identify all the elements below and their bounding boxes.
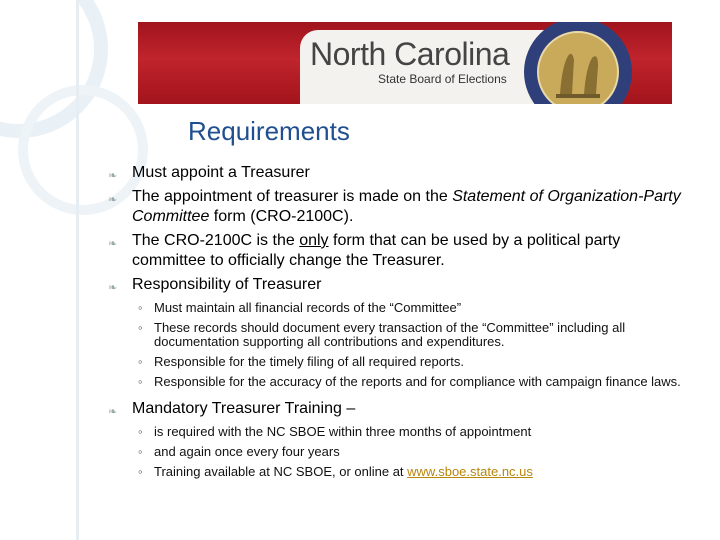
sboe-website-link[interactable]: www.sboe.state.nc.us bbox=[407, 464, 533, 479]
sub-item-text: Responsible for the accuracy of the reports and for compliance with campaign finance laws. bbox=[154, 374, 681, 389]
bullet-icon: ❧ bbox=[108, 170, 118, 182]
sub-item-text: is required with the NC SBOE within three months of appointment bbox=[154, 424, 532, 439]
sub-item-text: Training available at NC SBOE, or online at bbox=[154, 464, 408, 479]
bullet-icon: ❧ bbox=[108, 194, 118, 206]
state-seal-icon bbox=[522, 22, 634, 104]
item-text: form that can be used by a political party committee to officially change the Treasurer. bbox=[132, 232, 621, 269]
list-item bbox=[108, 163, 698, 183]
nc-sboe-banner bbox=[138, 22, 672, 104]
emphasis-only: only bbox=[299, 232, 329, 249]
bullet-icon: ❧ bbox=[108, 282, 118, 294]
sub-item: ◦ Responsible for the accuracy of the reports and for compliance with campaign finance laws. bbox=[138, 374, 681, 389]
sub-item: ◦ and again once every four years bbox=[138, 444, 340, 459]
sub-item-text: Responsible for the timely filing of all required reports. bbox=[154, 354, 464, 369]
bullet-icon: ❧ bbox=[108, 238, 118, 250]
sub-item: ◦ is required with the NC SBOE within three months of appointment bbox=[138, 424, 532, 439]
banner-title: North Carolina bbox=[310, 36, 510, 72]
decorative-line bbox=[76, 0, 79, 540]
sub-item: ◦ These records should document every transaction of the “Committee” including all documentation supporting all contributions and expenditures. bbox=[138, 320, 626, 349]
list-item bbox=[108, 187, 698, 227]
form-name: Statement of Organization-Party Committee bbox=[132, 188, 681, 225]
requirements-list bbox=[108, 163, 698, 489]
item-text: Must appoint a Treasurer bbox=[132, 164, 310, 181]
sub-item: ◦ Training available at NC SBOE, or online at www.sboe.state.nc.us bbox=[138, 464, 533, 479]
list-item bbox=[108, 231, 698, 271]
bullet-icon: ❧ bbox=[108, 406, 118, 418]
list-item bbox=[108, 399, 698, 479]
sub-item-text: and again once every four years bbox=[154, 444, 340, 459]
banner-subtitle: State Board of Elections bbox=[378, 72, 507, 86]
sub-item: ◦ Must maintain all financial records of the “Committee” bbox=[138, 300, 462, 315]
page-title: Requirements bbox=[188, 116, 350, 146]
item-text: Responsibility of Treasurer bbox=[132, 276, 322, 293]
item-text: Mandatory Treasurer Training – bbox=[132, 400, 356, 417]
sub-item-text: These records should document every transaction of the “Committee” including all documentation supporting all contributions and expenditures. bbox=[154, 320, 626, 349]
sub-item: ◦ Responsible for the timely filing of all required reports. bbox=[138, 354, 464, 369]
item-text: form (CRO-2100C). bbox=[209, 208, 354, 225]
sub-list bbox=[132, 425, 698, 479]
sub-list bbox=[132, 301, 698, 389]
list-item bbox=[108, 275, 698, 389]
item-text: The appointment of treasurer is made on the bbox=[132, 188, 453, 205]
item-text: The CRO-2100C is the bbox=[132, 232, 300, 249]
sub-item-text: Must maintain all financial records of the “Committee” bbox=[154, 300, 462, 315]
